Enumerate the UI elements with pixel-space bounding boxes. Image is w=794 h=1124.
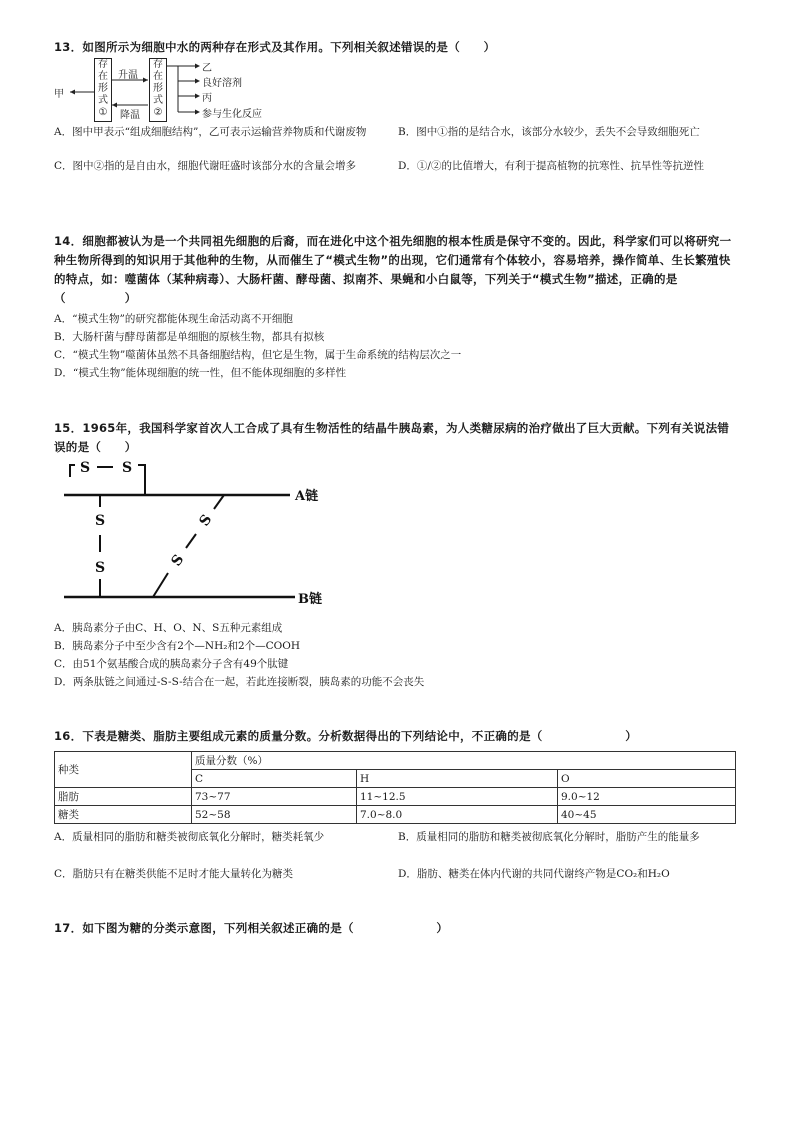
q13-output-reaction: 参与生化反应 [202,109,262,120]
q15-chain-b-label: B链 [298,592,322,607]
q15-s-mid-upper: S [95,513,106,529]
q13-down-label: 降温 [120,110,140,121]
q15-stem: 15．1965年，我国科学家首次人工合成了具有生物活性的结晶牛胰岛素，为人类糖尿病的治疗做出了巨大贡献。下列有关说法错误的是（ ） [54,421,730,454]
q16-col-o: O [558,770,736,788]
q13-option-a[interactable]: A．图中甲表示“组成细胞结构”，乙可表示运输营养物质和代谢废物 [54,126,367,138]
q13-stem: 13．如图所示为细胞中水的两种存在形式及其作用。下列相关叙述错误的是（ ） [54,40,496,54]
q15-s-top-right: S [122,460,133,476]
q13-output-bing: 丙 [202,93,212,104]
q15-option-b[interactable]: B．胰岛素分子中至少含有2个—NH₂和2个—COOH [54,640,301,652]
q14-option-a[interactable]: A．“模式生物”的研究都能体现生命活动离不开细胞 [54,313,293,325]
q16-row-fat-o: 9.0~12 [558,788,736,806]
q13-output-solvent: 良好溶剂 [202,78,242,89]
q13-box-form1: 存 在 形 式 ① [94,58,112,122]
q13-option-b[interactable]: B．图中①指的是结合水，该部分水较少，丢失不会导致细胞死亡 [398,126,700,138]
q13-up-label: 升温 [118,70,138,81]
q13-option-d[interactable]: D．①/②的比值增大，有利于提高植物的抗寒性、抗旱性等抗逆性 [398,160,704,172]
q15-chain-a-label: A链 [295,489,319,504]
q14-stem: 14．细胞都被认为是一个共同祖先细胞的后裔，而在进化中这个祖先细胞的根本性质是保守不变的。因此，科学家们可以将研究一种生物所得到的知识用于其他种的生物，从而催生了“模式生物”的出现，它们通常有个体较小，容易培养，操作简单、生长繁殖快的特点，如：噬菌体（某种病毒）、大肠杆菌、酵母菌、拟南芥、果蝇和小白鼠等，下列关于“模式生物”描述，正确的是（ ） [54,234,732,305]
q16-row-sugar-o: 40~45 [558,806,736,824]
q14-option-d[interactable]: D．“模式生物”能体现细胞的统一性，但不能体现细胞的多样性 [54,367,347,379]
q16-header-kind: 种类 [55,752,192,788]
q14-option-c[interactable]: C．“模式生物”噬菌体虽然不具备细胞结构，但它是生物，属于生命系统的结构层次之一 [54,349,462,361]
q16-row-fat-h: 11~12.5 [357,788,558,806]
q15-option-a[interactable]: A．胰岛素分子由C、H、O、N、S五种元素组成 [54,622,283,634]
q16-option-a[interactable]: A．质量相同的脂肪和糖类被彻底氧化分解时，糖类耗氧少 [54,831,325,843]
q15-s-diag-lower: S [168,551,188,570]
q16-row-sugar-name: 糖类 [55,806,192,824]
q16-stem: 16．下表是糖类、脂肪主要组成元素的质量分数。分析数据得出的下列结论中，不正确的是（ ） [54,729,637,743]
q13-box-form2: 存 在 形 式 ② [149,58,167,122]
q16-row-fat-name: 脂肪 [55,788,192,806]
q13-jia-label: 甲 [54,89,64,100]
q13-output-yi: 乙 [202,63,212,74]
q15-insulin-diagram [0,455,794,615]
q16-col-h: H [357,770,558,788]
table-row [55,806,736,824]
q15-s-mid-lower: S [95,560,106,576]
q16-row-sugar-h: 7.0~8.0 [357,806,558,824]
q16-header-mass: 质量分数（%） [192,752,736,770]
q15-option-d[interactable]: D．两条肽链之间通过-S-S-结合在一起，若此连接断裂，胰岛素的功能不会丧失 [54,676,425,688]
q15-s-top-left: S [80,460,91,476]
q17-stem: 17．如下图为糖的分类示意图，下列相关叙述正确的是（ ） [54,921,449,935]
q16-option-b[interactable]: B．质量相同的脂肪和糖类被彻底氧化分解时，脂肪产生的能量多 [398,831,700,843]
q16-option-d[interactable]: D．脂肪、糖类在体内代谢的共同代谢终产物是CO₂和H₂O [398,868,670,880]
q16-option-c[interactable]: C．脂肪只有在糖类供能不足时才能大量转化为糖类 [54,868,294,880]
q16-row-sugar-c: 52~58 [192,806,357,824]
table-row [55,788,736,806]
q15-s-diag-upper: S [196,511,216,530]
q15-option-c[interactable]: C．由51个氨基酸合成的胰岛素分子含有49个肽键 [54,658,289,670]
q14-option-b[interactable]: B．大肠杆菌与酵母菌都是单细胞的原核生物，都具有拟核 [54,331,325,343]
q16-row-fat-c: 73~77 [192,788,357,806]
q16-col-c: C [192,770,357,788]
q13-option-c[interactable]: C．图中②指的是自由水，细胞代谢旺盛时该部分水的含量会增多 [54,160,357,172]
q16-element-table [54,751,736,824]
